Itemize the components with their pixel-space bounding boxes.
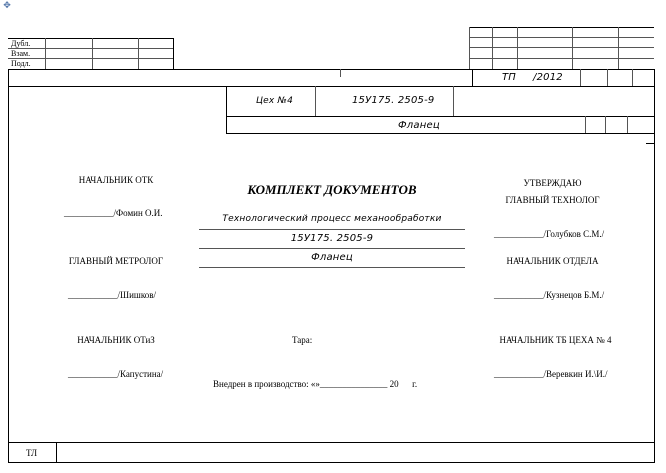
document-title: КОМПЛЕКТ ДОКУМЕНТОВ — [247, 182, 417, 197]
right-position-1: НАЧАЛЬНИК ОТДЕЛА — [506, 256, 599, 266]
move-anchor-icon[interactable]: ✥ — [3, 1, 11, 11]
left-position-0: НАЧАЛЬНИК ОТК — [78, 175, 154, 185]
stamp-year: /2012 — [533, 72, 563, 83]
left-position-1: ГЛАВНЫЙ МЕТРОЛОГ — [68, 256, 164, 266]
right-position-2: НАЧАЛЬНИК ТБ ЦЕХА № 4 — [499, 335, 612, 345]
tara-label: Тара: — [292, 335, 313, 345]
document-subtitle: Технологический процесс механообработки — [222, 214, 442, 224]
document-code: 15У175. 2505-9 — [290, 233, 374, 244]
footer-tl: ТЛ — [26, 448, 38, 458]
left-signature-0: ___________/Фомин О.И. — [64, 208, 163, 218]
approve-label: УТВЕРЖДАЮ — [523, 178, 582, 188]
header-part-name: Фланец — [398, 120, 440, 131]
left-signature-2: ___________/Капустина/ — [68, 369, 164, 379]
left-signature-1: ___________/Шишков/ — [68, 290, 156, 300]
stamp-dubl: Дубл. — [11, 39, 31, 48]
right-signature-1: ___________/Кузнецов Б.М./ — [494, 290, 605, 300]
document-name: Фланец — [311, 252, 353, 263]
right-position-0: ГЛАВНЫЙ ТЕХНОЛОГ — [505, 195, 600, 205]
implemented-line: Внедрен в производство: «»_______________ 20 г. — [213, 379, 418, 389]
header-doc-code: 15У175. 2505-9 — [352, 95, 435, 106]
stamp-tp: ТП — [502, 72, 517, 83]
stamp-vzam: Взам. — [11, 49, 31, 58]
stamp-podl: Подл. — [11, 59, 31, 68]
header-workshop: Цех №4 — [256, 96, 293, 106]
right-signature-0: ___________/Голубков С.М./ — [494, 229, 605, 239]
right-signature-2: ___________/Веревкин И.\И./ — [494, 369, 608, 379]
left-position-2: НАЧАЛЬНИК ОТиЗ — [77, 335, 155, 345]
